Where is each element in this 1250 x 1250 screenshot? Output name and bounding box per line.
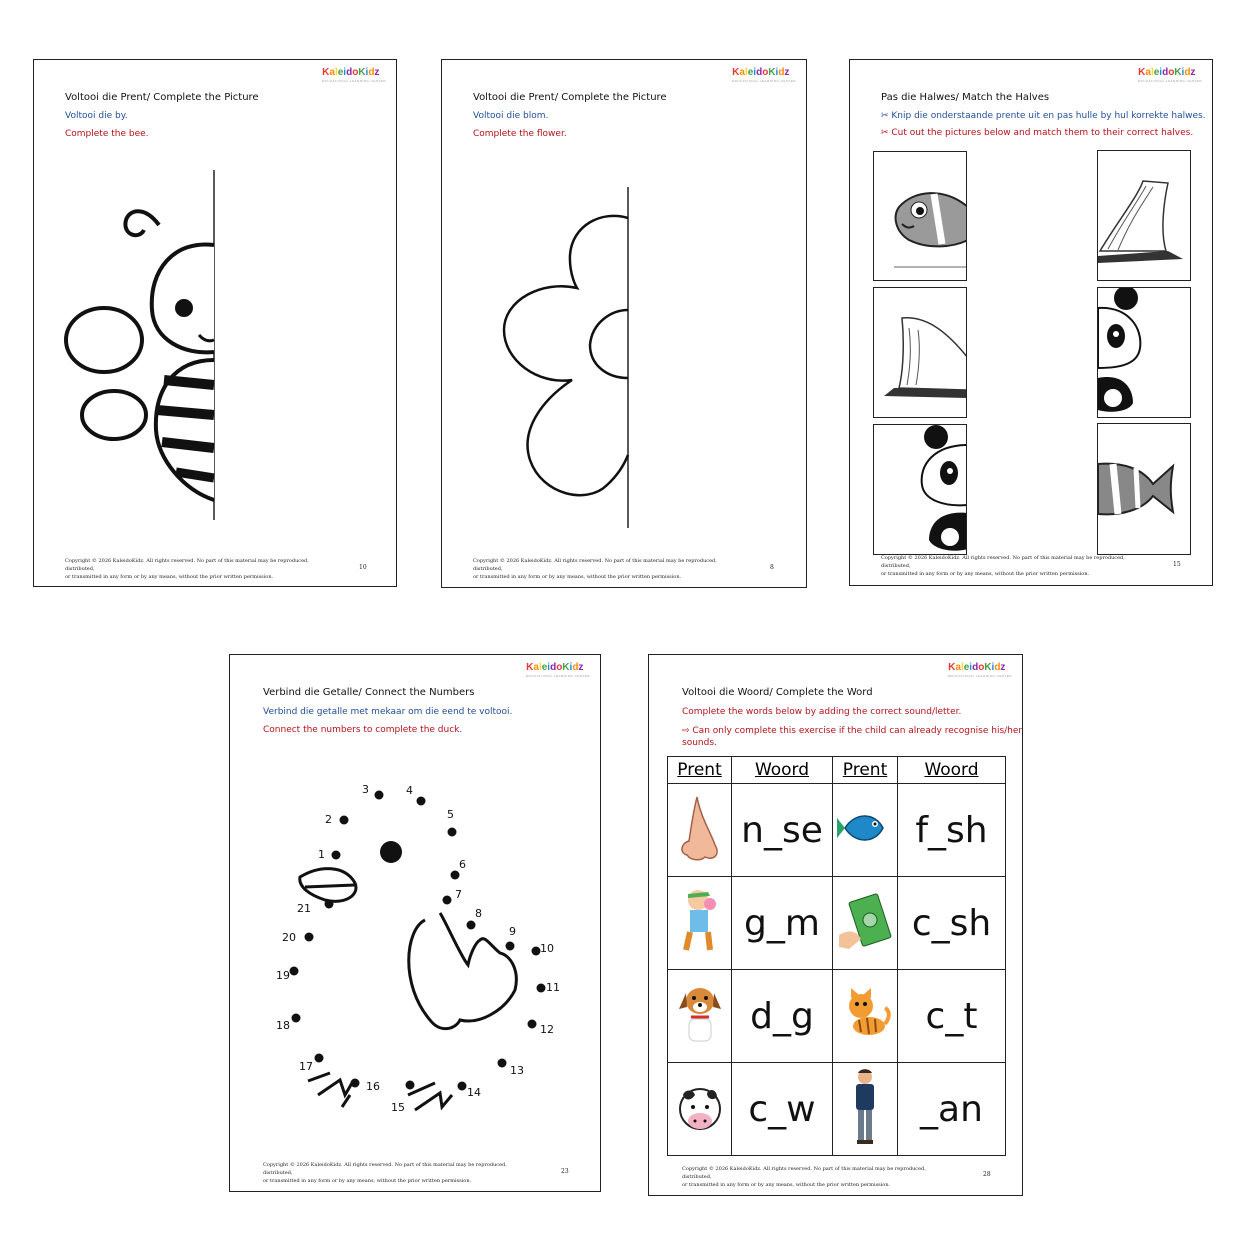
logo-letter: l [334,67,338,78]
word-table [667,756,1006,1156]
logo-letter: z [374,67,380,78]
logo-letter: K [984,662,992,673]
word-blank[interactable]: c_w [732,1063,833,1156]
logo-letter: d [550,662,557,673]
dot-number: 17 [299,1060,313,1073]
logo-letter: K [1174,67,1182,78]
word-blank[interactable]: c_t [898,970,1006,1063]
word-blank[interactable]: _an [898,1063,1006,1156]
logo-letter: a [329,67,335,78]
logo-letter: i [753,67,757,78]
card-fish-left[interactable] [873,151,967,281]
dot-number: 8 [475,907,482,920]
instruction-afrikaans: Voltooi die blom. [473,111,549,121]
dot-number: 5 [447,808,454,821]
brand-logo: KaleidoKidz EDUCATIONAL LEARNING CENTER [948,662,1012,678]
logo-letter: K [526,662,534,673]
dog-icon [675,979,725,1049]
copyright-notice: Copyright © 2026 KaleidoKidz. All rights reserved. No part of this material may be reproduced, distributed, or transmitted in any form or by any means, without the prior written permission. [682,1166,926,1188]
logo-letter: o [352,67,359,78]
dot-number: 1 [318,848,325,861]
logo-letter: d [1184,67,1191,78]
logo-letter: z [1190,67,1196,78]
logo-letter: K [358,67,366,78]
picture-cell [668,970,732,1063]
logo-letter: d [756,67,763,78]
logo-letter: i [365,67,369,78]
header-woord: Woord [898,757,1006,784]
card-fish-right[interactable] [1097,423,1191,555]
copyright-notice: Copyright © 2026 KaleidoKidz. All rights reserved. No part of this material may be reproduced, distributed, or transmitted in any form or by any means, without the prior written permission. [65,558,309,580]
page-number: 10 [359,564,367,571]
fish-icon [837,806,893,850]
card-panda-right[interactable] [1097,287,1191,418]
fish-half-icon [1098,424,1191,555]
nose-icon [675,793,725,863]
word-blank[interactable]: g_m [732,877,833,970]
dot-number: 4 [406,784,413,797]
card-panda-left[interactable] [873,424,967,555]
logo-letter: d [572,662,579,673]
logo-letter: i [343,67,347,78]
header-prent: Prent [833,757,898,784]
dot-number: 11 [546,981,560,994]
logo-letter: i [969,662,973,673]
logo-letter: a [739,67,745,78]
logo-letter: i [775,67,779,78]
picture-cell [668,1063,732,1156]
instruction-afrikaans: Voltooi die by. [65,111,128,121]
instruction-english: Complete the bee. [65,129,149,139]
page-title: Pas die Halwes/ Match the Halves [881,92,1050,103]
instruction-line-2b: sounds. [682,738,717,748]
logo-letter: K [562,662,570,673]
dot-number: 9 [509,925,516,938]
logo-letter: a [955,662,961,673]
logo-letter: a [1145,67,1151,78]
logo-letter: d [972,662,979,673]
instruction-english: Complete the flower. [473,129,567,139]
word-blank[interactable]: n_se [732,784,833,877]
logo-letter: i [547,662,551,673]
dot-number: 18 [276,1019,290,1032]
word-blank[interactable]: f_sh [898,784,1006,877]
logo-letter: e [541,662,548,673]
card-book-left[interactable] [873,287,967,418]
page-number: 23 [561,1168,569,1175]
page-title: Verbind die Getalle/ Connect the Numbers [263,687,475,698]
logo-letter: l [538,662,542,673]
logo-letter: l [960,662,964,673]
book-half-icon [874,288,967,418]
logo-letter: z [578,662,584,673]
word-blank[interactable]: d_g [732,970,833,1063]
logo-letter: d [1162,67,1169,78]
dot-number: 21 [297,902,311,915]
logo-letter: d [994,662,1001,673]
picture-cell [668,784,732,877]
cat-icon [839,986,891,1042]
boy-gum-icon [678,886,722,956]
picture-cell [668,877,732,970]
instruction-afrikaans: Verbind die getalle met mekaar om die eend te voltooi. [263,707,513,717]
logo-letter: i [1181,67,1185,78]
panda-half-icon [1098,288,1191,418]
logo-letter: K [768,67,776,78]
page-number: 28 [983,1171,991,1178]
dot-number: 12 [540,1023,554,1036]
dot-number: 6 [459,858,466,871]
worksheet-page-bee [33,59,397,587]
logo-letter: d [778,67,785,78]
word-blank[interactable]: c_sh [898,877,1006,970]
worksheet-page-flower [441,59,807,588]
logo-letter: K [732,67,740,78]
dot-number: 3 [362,783,369,796]
worksheet-page-words [648,654,1023,1196]
header-prent: Prent [668,757,732,784]
picture-cell [833,877,898,970]
logo-letter: l [744,67,748,78]
brand-logo: KaleidoKidz EDUCATIONAL LEARNING CENTER [322,67,386,83]
logo-letter: i [991,662,995,673]
brand-logo: KaleidoKidz EDUCATIONAL LEARNING CENTER [732,67,796,83]
logo-letter: a [533,662,539,673]
panda-half-icon [874,425,967,555]
dot-number: 16 [366,1080,380,1093]
logo-letter: z [1000,662,1006,673]
logo-letter: e [963,662,970,673]
logo-letter: K [322,67,330,78]
dot-markers [230,655,602,1193]
page-title: Voltooi die Woord/ Complete the Word [682,687,873,698]
logo-letter: i [1159,67,1163,78]
book-half-icon [1098,151,1191,281]
logo-letter: o [556,662,563,673]
page-number: 8 [770,564,774,571]
card-book-right[interactable] [1097,150,1191,281]
dot-number: 14 [467,1086,481,1099]
logo-letter: l [1150,67,1154,78]
logo-letter: o [1168,67,1175,78]
instruction-line-1: Complete the words below by adding the correct sound/letter. [682,707,962,717]
copyright-notice: Copyright © 2026 KaleidoKidz. All rights reserved. No part of this material may be reproduced, distributed, or transmitted in any form or by any means, without the prior written permission. [473,558,717,580]
cash-icon [839,891,891,951]
dot-number: 19 [276,969,290,982]
instruction-afrikaans: ✂ Knip die onderstaande prente uit en pas hulle by hul korrekte halwes. [881,111,1206,121]
picture-cell [833,970,898,1063]
dot-number: 7 [455,888,462,901]
header-woord: Woord [732,757,833,784]
logo-letter: d [346,67,353,78]
instruction-english: ✂ Cut out the pictures below and match them to their correct halves. [881,128,1194,138]
half-bee-illustration [34,60,398,588]
logo-letter: K [1138,67,1146,78]
picture-cell [833,784,898,877]
logo-letter: e [747,67,754,78]
logo-letter: K [948,662,956,673]
dot-number: 15 [391,1101,405,1114]
logo-letter: e [1153,67,1160,78]
picture-cell [833,1063,898,1156]
page-title: Voltooi die Prent/ Complete the Picture [473,92,667,103]
brand-logo: KaleidoKidz EDUCATIONAL LEARNING CENTER [1138,67,1202,83]
logo-letter: d [368,67,375,78]
instruction-english: Connect the numbers to complete the duck. [263,725,463,735]
logo-letter: e [337,67,344,78]
brand-logo: KaleidoKidz EDUCATIONAL LEARNING CENTER [526,662,590,678]
page-title: Voltooi die Prent/ Complete the Picture [65,92,259,103]
man-icon [850,1068,880,1146]
copyright-notice: Copyright © 2026 KaleidoKidz. All rights reserved. No part of this material may be reproduced, distributed, or transmitted in any form or by any means, without the prior written permission. [263,1162,507,1184]
page-number: 15 [1173,561,1181,568]
cow-icon [673,1077,727,1137]
logo-letter: o [762,67,769,78]
dot-number: 2 [325,813,332,826]
instruction-line-2: ⇨ Can only complete this exercise if the child can already recognise his/her [682,726,1023,736]
logo-letter: o [978,662,985,673]
logo-letter: z [784,67,790,78]
worksheet-page-dots [229,654,601,1192]
dot-number: 10 [540,942,554,955]
dot-number: 20 [282,931,296,944]
worksheet-page-halves [849,59,1213,586]
dot-number: 13 [510,1064,524,1077]
fish-half-icon [874,152,967,281]
copyright-notice: Copyright © 2026 KaleidoKidz. All rights reserved. No part of this material may be reproduced, distributed, or transmitted in any form or by any means, without the prior written permission. [881,555,1125,577]
logo-letter: i [569,662,573,673]
half-flower-illustration [442,60,808,589]
